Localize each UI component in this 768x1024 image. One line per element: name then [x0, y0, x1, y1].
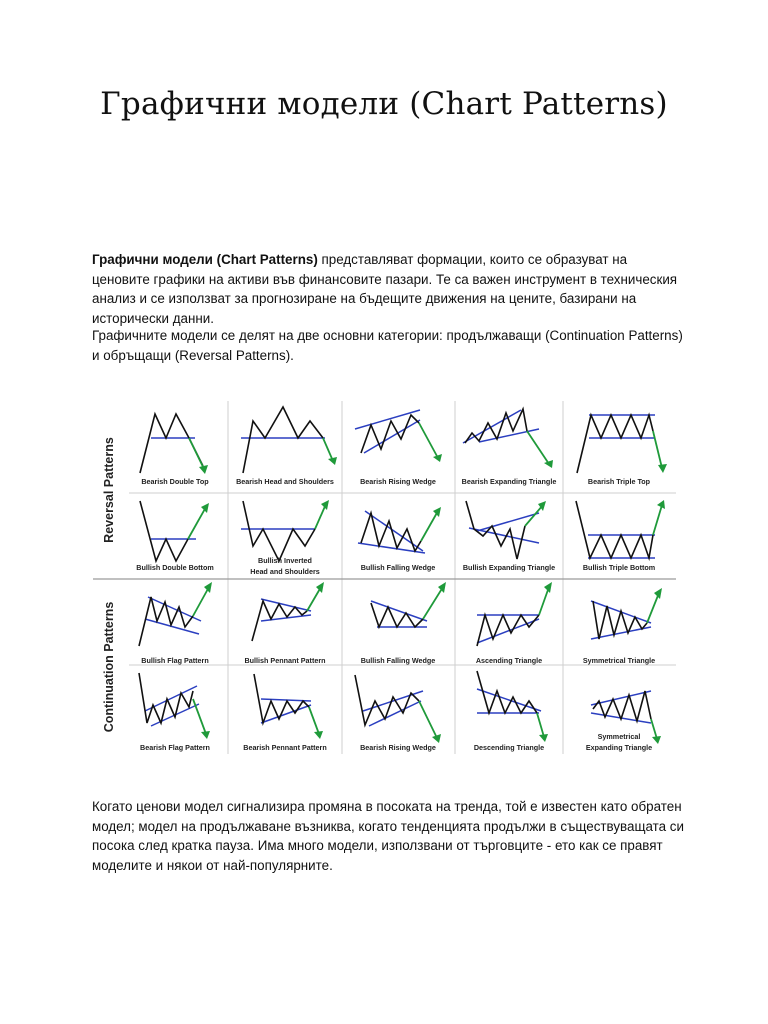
pattern-label: Bullish Pennant Pattern	[244, 656, 326, 665]
categories-paragraph: Графичните модели се делят на две основни категории: продължаващи (Continuation Patterns) и обръщащи (Reversal Patterns).	[92, 328, 683, 363]
pattern-label: Symmetrical Triangle	[582, 656, 656, 665]
pattern-label: Expanding Triangle	[585, 743, 653, 752]
chart-patterns-figure	[93, 401, 676, 754]
page-title: Графични модели (Chart Patterns)	[100, 86, 668, 122]
pattern-label: Head and Shoulders	[250, 567, 320, 576]
pattern-label: Bearish Flag Pattern	[140, 743, 210, 752]
pattern-label: Bearish Pennant Pattern	[243, 743, 327, 752]
pattern-label: Bullish Inverted	[258, 556, 312, 565]
pattern-label: Bullish Triple Bottom	[582, 563, 656, 572]
pattern-label: Bearish Head and Shoulders	[236, 477, 334, 486]
pattern-label: Bullish Double Bottom	[136, 563, 214, 572]
pattern-label: Bearish Rising Wedge	[360, 743, 436, 752]
conclusion-paragraph: Когато ценови модел сигнализира промяна в посоката на тренда, той е известен като обратен модел; модел на продължаване възниква, когато тенденцията продължи в съществуващата си посока след кратка пауза. Има много модели, използвани от търговците - ето как се правят моделите и някои от най-популярните.	[92, 799, 684, 873]
pattern-label: Bullish Expanding Triangle	[462, 563, 556, 572]
figure-background	[93, 401, 676, 754]
pattern-label: Bearish Triple Top	[587, 477, 651, 486]
pattern-label: Bearish Double Top	[141, 477, 209, 486]
intro-paragraph	[92, 250, 688, 328]
reversal-patterns-label: Reversal Patterns	[102, 437, 116, 543]
pattern-label: Bearish Expanding Triangle	[461, 477, 557, 486]
continuation-patterns-label: Continuation Patterns	[102, 601, 116, 733]
intro-bold-term: Графични модели (Chart Patterns)	[92, 252, 318, 267]
pattern-label: Symmetrical	[597, 732, 641, 741]
pattern-label: Bullish Flag Pattern	[141, 656, 209, 665]
pattern-label: Bullish Falling Wedge	[360, 563, 436, 572]
intro-text: представляват формации, които се образуват на ценовите графики на активи във финансовите пазари. Те са важен инструмент в техническия анализ и се използват за прогнозиране на бъдещите движения на цените, базирани на исторически данни.	[92, 252, 678, 326]
pattern-label: Bullish Falling Wedge	[360, 656, 436, 665]
pattern-label: Bearish Rising Wedge	[360, 477, 436, 486]
pattern-label: Ascending Triangle	[475, 656, 543, 665]
chart-patterns-grid	[93, 401, 676, 754]
pattern-label: Descending Triangle	[473, 743, 545, 752]
